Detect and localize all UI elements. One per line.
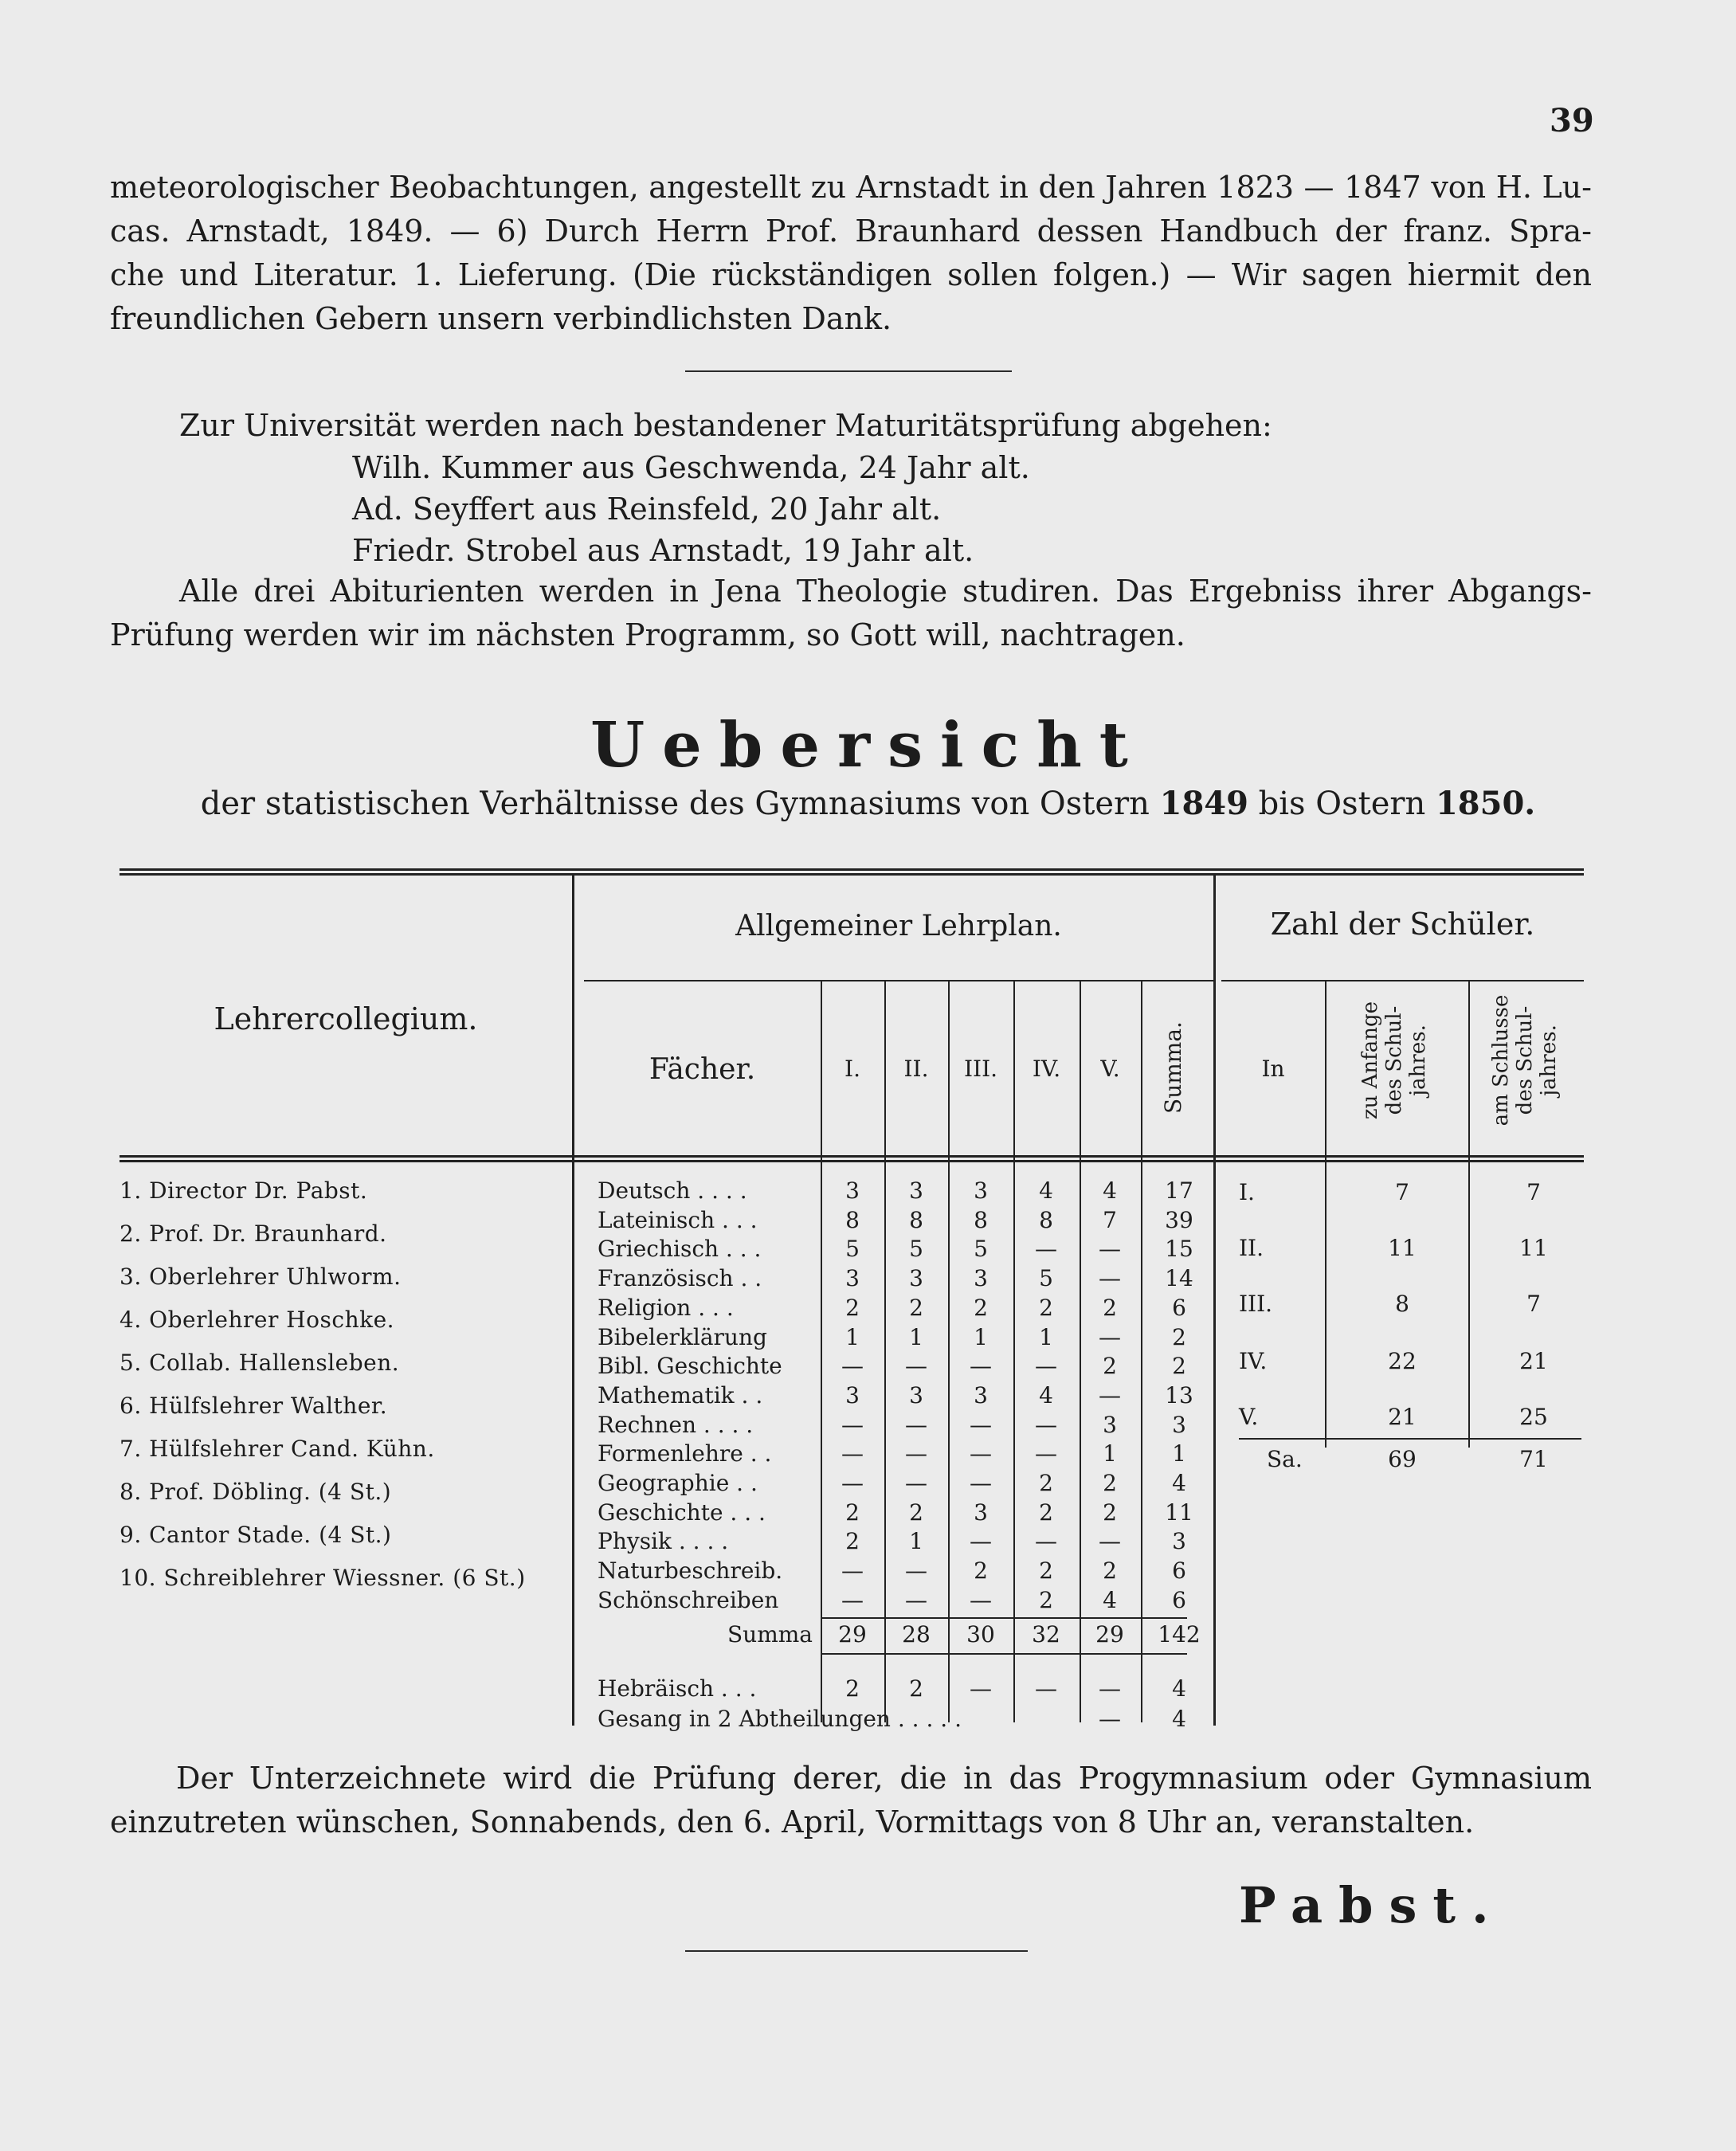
lesson-hours: 1 xyxy=(909,1528,923,1554)
subject-name: Schönschreiben xyxy=(598,1587,779,1613)
intro-line: che und Literatur. 1. Lieferung. (Die rückständigen sollen folgen.) — Wir sagen hiermit den xyxy=(110,257,1592,292)
divider xyxy=(685,370,1012,372)
subject-sum: 6 xyxy=(1172,1557,1186,1584)
closing-line: Alle drei Abiturienten werden in Jena Theologie studiren. Das Ergebniss ihrer Abgangs- xyxy=(179,574,1592,609)
subject-sum: 15 xyxy=(1165,1236,1193,1262)
lesson-hours: 3 xyxy=(974,1382,988,1409)
signature: Pabst. xyxy=(1239,1876,1505,1934)
subject-sum: 1 xyxy=(1172,1440,1186,1467)
page-number: 39 xyxy=(1550,102,1594,139)
students-end: 25 xyxy=(1519,1404,1548,1430)
students-total-end: 71 xyxy=(1519,1446,1548,1472)
lesson-hours: 3 xyxy=(974,1177,988,1204)
col-line xyxy=(821,981,822,1722)
lesson-hours: — xyxy=(1099,1265,1121,1291)
student-line: Ad. Seyffert aus Reinsfeld, 20 Jahr alt. xyxy=(352,492,942,527)
divider xyxy=(685,1950,1028,1952)
header-students: Zahl der Schüler. xyxy=(1270,907,1535,942)
lesson-hours: 4 xyxy=(1103,1177,1117,1204)
lesson-hours: — xyxy=(970,1587,992,1613)
subject-name: Lateinisch . . . xyxy=(598,1207,758,1233)
lesson-hours: 3 xyxy=(909,1382,923,1409)
lesson-hours: 5 xyxy=(845,1236,860,1262)
lesson-hours: 3 xyxy=(845,1265,860,1291)
lesson-hours: — xyxy=(970,1470,992,1496)
subject-name: Rechnen . . . . xyxy=(598,1412,754,1438)
subject-sum: 2 xyxy=(1172,1353,1186,1379)
subject-name: Bibl. Geschichte xyxy=(598,1353,782,1379)
lesson-hours: — xyxy=(905,1412,927,1438)
class-col-header: II. xyxy=(903,1056,929,1082)
lesson-hours: 2 xyxy=(1103,1470,1117,1496)
table-top-rule xyxy=(120,873,1584,876)
lesson-hours: — xyxy=(841,1557,864,1584)
header-in: In xyxy=(1261,1056,1285,1082)
subtitle-text: der statistischen Verhältnisse des Gymnasiums von Ostern xyxy=(200,786,1150,822)
lesson-hours: 8 xyxy=(974,1207,988,1233)
lesson-hours: 2 xyxy=(845,1528,860,1554)
summa-value: 32 xyxy=(1032,1621,1060,1648)
lesson-hours: — xyxy=(1099,1528,1121,1554)
year-from: 1849 xyxy=(1159,785,1248,822)
table-top-rule xyxy=(120,868,1584,871)
class-col-header: III. xyxy=(963,1056,998,1082)
students-end: 11 xyxy=(1519,1235,1548,1261)
teacher-entry: 7. Hülfslehrer Cand. Kühn. xyxy=(120,1436,435,1462)
notice-line: einzutreten wünschen, Sonnabends, den 6. April, Vormittags von 8 Uhr an, veranstalten. xyxy=(110,1804,1475,1840)
lesson-hours: 1 xyxy=(845,1324,860,1350)
overview-title: Uebersicht xyxy=(590,709,1146,782)
university-heading: Zur Universität werden nach bestandener Maturitätsprüfung abgehen: xyxy=(179,408,1272,443)
lesson-hours: — xyxy=(1099,1706,1121,1732)
subject-sum: 17 xyxy=(1165,1177,1193,1204)
subject-sum: 6 xyxy=(1172,1587,1186,1613)
header-line: jahres. xyxy=(1406,1025,1430,1096)
col-line xyxy=(1468,981,1470,1448)
notice-paragraph xyxy=(110,1757,1592,1844)
lesson-hours: 1 xyxy=(1103,1440,1117,1467)
subject-sum: 4 xyxy=(1172,1675,1186,1702)
student-class: II. xyxy=(1239,1235,1264,1261)
lesson-hours: 3 xyxy=(1103,1412,1117,1438)
subject-name: Griechisch . . . xyxy=(598,1236,762,1262)
summa-value: 28 xyxy=(902,1621,931,1648)
teacher-entry: 10. Schreiblehrer Wiessner. (6 St.) xyxy=(120,1565,526,1591)
lesson-hours: 8 xyxy=(845,1207,860,1233)
lesson-hours: 2 xyxy=(1103,1353,1117,1379)
teacher-entry: 6. Hülfslehrer Walther. xyxy=(120,1393,388,1419)
students-total-start: 69 xyxy=(1388,1446,1417,1472)
lesson-hours: 4 xyxy=(1103,1587,1117,1613)
summa-value: 30 xyxy=(966,1621,995,1648)
subject-name: Naturbeschreib. xyxy=(598,1557,783,1584)
lesson-hours: 7 xyxy=(1103,1207,1117,1233)
header-line: des Schul- xyxy=(1382,1005,1406,1115)
student-line: Friedr. Strobel aus Arnstadt, 19 Jahr alt. xyxy=(352,533,974,568)
lesson-hours: 5 xyxy=(974,1236,988,1262)
lesson-hours: 3 xyxy=(845,1382,860,1409)
lesson-hours: — xyxy=(1099,1382,1121,1409)
teacher-entry: 1. Director Dr. Pabst. xyxy=(120,1177,368,1204)
lesson-hours: 2 xyxy=(845,1295,860,1321)
col-line xyxy=(1325,981,1326,1448)
students-start: 21 xyxy=(1388,1404,1417,1430)
subject-name: Bibelerklärung xyxy=(598,1324,767,1350)
subject-name: Geschichte . . . xyxy=(598,1499,766,1526)
lesson-hours: 3 xyxy=(974,1265,988,1291)
lesson-hours: 2 xyxy=(1103,1295,1117,1321)
extra-subject-name: Gesang in 2 Abtheilungen . . . . . xyxy=(598,1706,962,1732)
lesson-hours: 2 xyxy=(845,1499,860,1526)
lesson-hours: 5 xyxy=(909,1236,923,1262)
lesson-hours: 1 xyxy=(909,1324,923,1350)
lesson-hours: 2 xyxy=(909,1499,923,1526)
lesson-hours: 2 xyxy=(1039,1499,1053,1526)
subject-sum: 3 xyxy=(1172,1412,1186,1438)
header-bottom-rule xyxy=(120,1160,1584,1162)
lesson-hours: — xyxy=(841,1440,864,1467)
col-line xyxy=(1141,981,1142,1722)
students-start: 11 xyxy=(1388,1235,1417,1261)
lesson-hours: — xyxy=(841,1412,864,1438)
year-to: 1850. xyxy=(1435,785,1536,822)
teacher-entry: 9. Cantor Stade. (4 St.) xyxy=(120,1522,392,1548)
teacher-entry: 3. Oberlehrer Uhlworm. xyxy=(120,1264,402,1290)
lesson-hours: — xyxy=(841,1587,864,1613)
subtitle-text: bis Ostern xyxy=(1258,786,1426,822)
notice-line: Der Unterzeichnete wird die Prüfung derer, die in das Progymnasium oder Gymnasium xyxy=(176,1761,1592,1796)
col-line xyxy=(884,981,886,1722)
lesson-hours: 8 xyxy=(1039,1207,1053,1233)
students-start: 8 xyxy=(1395,1291,1409,1317)
subject-sum: 39 xyxy=(1165,1207,1193,1233)
subject-sum: 4 xyxy=(1172,1706,1186,1732)
students-end: 7 xyxy=(1526,1291,1541,1317)
students-end: 7 xyxy=(1526,1179,1541,1205)
subject-sum: 11 xyxy=(1165,1499,1193,1526)
lesson-hours: 5 xyxy=(1039,1265,1053,1291)
lesson-hours: 2 xyxy=(1039,1587,1053,1613)
class-col-header: V. xyxy=(1100,1056,1120,1082)
student-class: V. xyxy=(1239,1404,1259,1430)
lesson-hours: 4 xyxy=(1039,1382,1053,1409)
lesson-hours: 3 xyxy=(845,1177,860,1204)
plan-subheader-rule xyxy=(584,980,1213,981)
student-line: Wilh. Kummer aus Geschwenda, 24 Jahr alt. xyxy=(352,450,1030,485)
intro-line: freundlichen Gebern unsern verbindlichsten Dank. xyxy=(110,301,892,336)
lesson-hours: 3 xyxy=(909,1265,923,1291)
lesson-hours: — xyxy=(1099,1675,1121,1702)
lesson-hours: 2 xyxy=(974,1295,988,1321)
student-class: IV. xyxy=(1239,1348,1268,1374)
col-line xyxy=(1013,981,1015,1722)
header-line: jahres. xyxy=(1537,1025,1561,1096)
summa-top-rule xyxy=(821,1617,1187,1619)
teacher-entry: 8. Prof. Döbling. (4 St.) xyxy=(120,1479,392,1505)
teacher-entry: 2. Prof. Dr. Braunhard. xyxy=(120,1220,387,1247)
lesson-hours: 4 xyxy=(1039,1177,1053,1204)
col-line xyxy=(1080,981,1081,1722)
header-summa: Summa. xyxy=(1160,1021,1186,1114)
lesson-hours: — xyxy=(1035,1353,1057,1379)
lesson-hours: — xyxy=(905,1440,927,1467)
subject-name: Formenlehre . . xyxy=(598,1440,772,1467)
lesson-hours: 8 xyxy=(909,1207,923,1233)
lesson-hours: — xyxy=(905,1557,927,1584)
header-subjects: Fächer. xyxy=(649,1053,756,1086)
teacher-entry: 5. Collab. Hallensleben. xyxy=(120,1350,400,1376)
summa-label: Summa xyxy=(727,1621,813,1648)
lesson-hours: 1 xyxy=(1039,1324,1053,1350)
lesson-hours: — xyxy=(905,1587,927,1613)
header-start-of-year xyxy=(1358,977,1435,1144)
intro-line: cas. Arnstadt, 1849. — 6) Durch Herrn Prof. Braunhard dessen Handbuch der franz. Spra- xyxy=(110,214,1592,249)
lesson-hours: — xyxy=(841,1470,864,1496)
lesson-hours: — xyxy=(1035,1675,1057,1702)
subject-name: Französisch . . xyxy=(598,1265,762,1291)
lesson-hours: — xyxy=(841,1353,864,1379)
subject-sum: 14 xyxy=(1165,1265,1193,1291)
lesson-hours: — xyxy=(905,1353,927,1379)
lesson-hours: — xyxy=(970,1528,992,1554)
lesson-hours: 3 xyxy=(909,1177,923,1204)
subject-sum: 13 xyxy=(1165,1382,1193,1409)
intro-line: meteorologischer Beobachtungen, angestellt zu Arnstadt in den Jahren 1823 — 1847 von H. Lu- xyxy=(110,170,1592,205)
subject-sum: 4 xyxy=(1172,1470,1186,1496)
lesson-hours: 2 xyxy=(1039,1557,1053,1584)
students-total-rule xyxy=(1239,1438,1581,1440)
summa-total: 142 xyxy=(1158,1621,1201,1648)
summa-value: 29 xyxy=(838,1621,867,1648)
subject-sum: 3 xyxy=(1172,1528,1186,1554)
teachers-divider xyxy=(572,875,574,1726)
plan-students-divider xyxy=(1213,875,1216,1726)
lesson-hours: — xyxy=(905,1470,927,1496)
students-end: 21 xyxy=(1519,1348,1548,1374)
header-end-of-year xyxy=(1489,977,1566,1144)
lesson-hours: — xyxy=(970,1675,992,1702)
lesson-hours: 3 xyxy=(974,1499,988,1526)
lesson-hours: — xyxy=(1099,1324,1121,1350)
subject-sum: 6 xyxy=(1172,1295,1186,1321)
lesson-hours: — xyxy=(970,1353,992,1379)
subject-name: Physik . . . . xyxy=(598,1528,729,1554)
students-start: 7 xyxy=(1395,1179,1409,1205)
lesson-hours: 2 xyxy=(845,1675,860,1702)
lesson-hours: 2 xyxy=(909,1295,923,1321)
lesson-hours: 1 xyxy=(974,1324,988,1350)
lesson-hours: 2 xyxy=(1103,1499,1117,1526)
header-line: des Schul- xyxy=(1513,1005,1537,1115)
students-total-label: Sa. xyxy=(1267,1446,1303,1472)
subject-name: Mathematik . . xyxy=(598,1382,763,1409)
lesson-hours: 2 xyxy=(974,1557,988,1584)
intro-paragraph xyxy=(110,166,1592,341)
header-teachers: Lehrercollegium. xyxy=(214,1001,478,1036)
lesson-hours: 2 xyxy=(1039,1470,1053,1496)
summa-value: 29 xyxy=(1095,1621,1124,1648)
class-col-header: I. xyxy=(844,1056,860,1082)
header-line: zu Anfange xyxy=(1358,1001,1382,1120)
header-bottom-rule xyxy=(120,1155,1584,1158)
student-class: III. xyxy=(1239,1291,1273,1317)
lesson-hours: — xyxy=(1035,1528,1057,1554)
summa-bottom-rule xyxy=(821,1653,1187,1655)
lesson-hours: — xyxy=(1035,1440,1057,1467)
university-closing xyxy=(110,570,1592,657)
students-start: 22 xyxy=(1388,1348,1417,1374)
overview-subtitle xyxy=(0,785,1736,822)
subject-sum: 2 xyxy=(1172,1324,1186,1350)
col-line xyxy=(948,981,950,1722)
lesson-hours: 2 xyxy=(1039,1295,1053,1321)
lesson-hours: — xyxy=(970,1412,992,1438)
subject-name: Religion . . . xyxy=(598,1295,734,1321)
lesson-hours: — xyxy=(1035,1412,1057,1438)
subject-name: Deutsch . . . . xyxy=(598,1177,747,1204)
lesson-hours: — xyxy=(1099,1236,1121,1262)
class-col-header: IV. xyxy=(1032,1056,1061,1082)
extra-subject-name: Hebräisch . . . xyxy=(598,1675,757,1702)
lesson-hours: — xyxy=(1035,1236,1057,1262)
lesson-hours: 2 xyxy=(1103,1557,1117,1584)
lesson-hours: 2 xyxy=(909,1675,923,1702)
header-line: am Schlusse xyxy=(1489,994,1513,1126)
lesson-hours: — xyxy=(970,1440,992,1467)
student-class: I. xyxy=(1239,1179,1255,1205)
teacher-entry: 4. Oberlehrer Hoschke. xyxy=(120,1307,395,1333)
subject-name: Geographie . . xyxy=(598,1470,758,1496)
closing-line: Prüfung werden wir im nächsten Programm, so Gott will, nachtragen. xyxy=(110,617,1185,652)
header-plan: Allgemeiner Lehrplan. xyxy=(735,910,1062,942)
